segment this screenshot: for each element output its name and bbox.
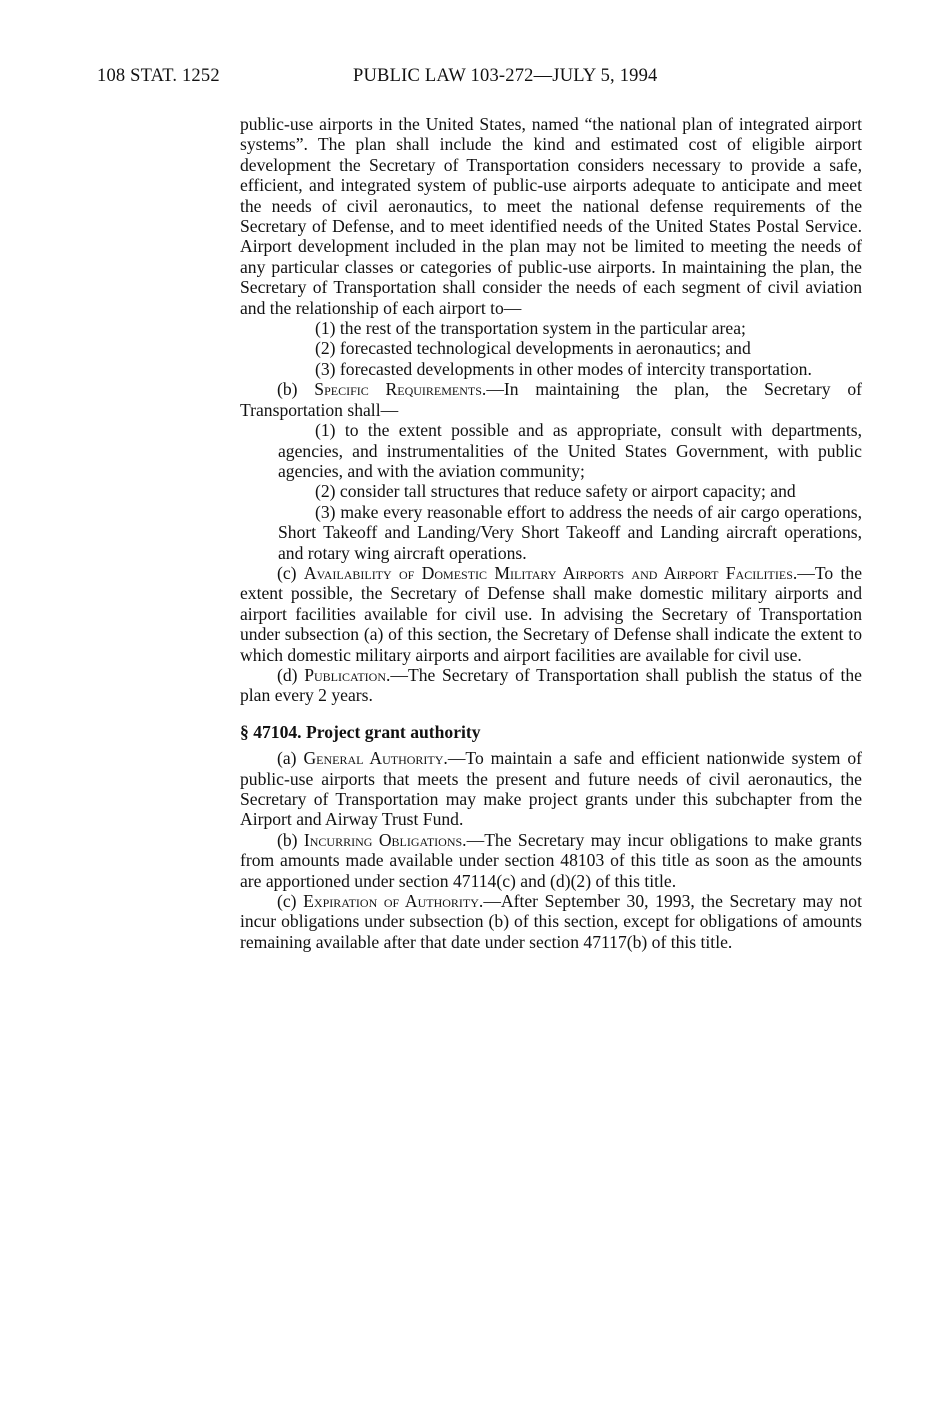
subsection-heading: Expiration of Authority. bbox=[303, 891, 484, 912]
subsection-text: —To maintain a safe and efficient nationwide system of public-use airports that meets the present and future needs of civil aeronautics, the Secretary of Transportation may make project grants under this subchapter from the Airport and Airway Trust Fund. bbox=[240, 748, 862, 830]
subsection-heading: Specific Requirements. bbox=[314, 379, 487, 400]
subsection-label: (a) bbox=[277, 748, 297, 769]
subsection-text: —In maintaining the plan, the Secretary of Transportation shall— bbox=[240, 379, 862, 420]
subsection-c bbox=[240, 563, 862, 665]
list-item-b2: (2) consider tall structures that reduce safety or airport capacity; and bbox=[315, 481, 796, 502]
list-item-b1: (1) to the extent possible and as appropriate, consult with departments, agencies, and instrumentalities of the United States Government, with public agencies, and with the aviation community; bbox=[278, 420, 862, 481]
list-item-a3: (3) forecasted developments in other modes of intercity transportation. bbox=[315, 358, 812, 379]
subsection-label: (d) bbox=[277, 664, 298, 685]
continuation-paragraph: public-use airports in the United States, named “the national plan of integrated airport systems”. The plan shall include the kind and estimated cost of eligible airport development the Secretary of Transportation considers necessary to provide a safe, efficient, and integrated system of public-use airports adequate to anticipate and meet the needs of civil aeronautics, to meet the national defense requirements of the Secretary of Defense, and to meet identified needs of the United States Postal Service. Airport development included in the plan may not be limited to meeting the needs of any particular classes or categories of public-use airports. In maintaining the plan, the Secretary of Transportation shall consider the needs of each segment of civil aviation and the relationship of each airport to— bbox=[240, 114, 862, 318]
page-header bbox=[97, 66, 883, 92]
running-title: PUBLIC LAW 103-272—JULY 5, 1994 bbox=[353, 66, 658, 86]
subsection-label: (c) bbox=[277, 891, 297, 912]
subsection-b bbox=[240, 379, 862, 420]
subsection-heading: Availability of Domestic Military Airports and Airport Facilities. bbox=[303, 562, 798, 583]
subsection-heading: General Authority. bbox=[303, 748, 448, 769]
subsection-text: —To the extent possible, the Secretary of Defense shall make domestic military airports and airport facilities available for civil use. In advising the Secretary of Transportation under subsection (a) of this section, the Secretary of Defense shall indicate the extent to which domestic military airports and airport facilities are available for civil use. bbox=[240, 562, 862, 665]
section-subsection-b bbox=[240, 830, 862, 891]
subsection-label: (b) bbox=[277, 379, 298, 400]
section-heading: § 47104. Project grant authority bbox=[240, 721, 481, 742]
subsection-heading: Incurring Obligations. bbox=[303, 829, 467, 850]
list-item-a1: (1) the rest of the transportation system in the particular area; bbox=[315, 318, 746, 339]
list-item-b3: (3) make every reasonable effort to address the needs of air cargo operations, Short Takeoff and Landing/Very Short Takeoff and Landing aircraft operations, and rotary wing aircraft operations. bbox=[278, 501, 862, 563]
subsection-text: —The Secretary of Transportation shall publish the status of the plan every 2 years. bbox=[240, 664, 862, 706]
subsection-text: —After September 30, 1993, the Secretary may not incur obligations under subsection (b) of this section, except for obligations of amounts remaining available after that date under section 47117(b) of this title. bbox=[240, 891, 862, 952]
list-item-a2: (2) forecasted technological developments in aeronautics; and bbox=[315, 338, 751, 359]
subsection-text: —The Secretary may incur obligations to make grants from amounts made available under section 48103 of this title as soon as the amounts are apportioned under section 47114(c) and (d)(2) of this title. bbox=[240, 829, 863, 891]
section-subsection-a bbox=[240, 748, 862, 830]
page-body bbox=[240, 114, 862, 952]
subsection-label: (b) bbox=[277, 829, 298, 850]
page-citation: 108 STAT. 1252 bbox=[97, 66, 220, 86]
section-subsection-c bbox=[240, 891, 862, 952]
subsection-d bbox=[240, 665, 862, 706]
subsection-heading: Publication. bbox=[304, 664, 391, 685]
subsection-label: (c) bbox=[277, 562, 297, 583]
